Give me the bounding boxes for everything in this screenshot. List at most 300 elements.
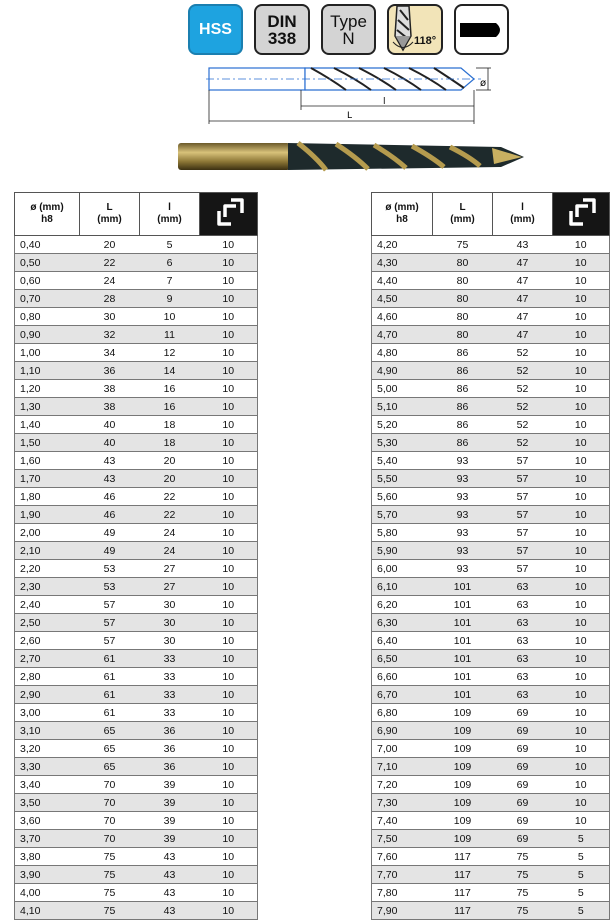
table-row: [372, 740, 610, 758]
length-cell: 80: [433, 308, 493, 326]
table-row: [372, 236, 610, 254]
drill-sizes-table-left: [14, 192, 258, 920]
flute-length-cell: 57: [493, 560, 553, 578]
table-row: [372, 488, 610, 506]
pack-quantity-cell: 5: [553, 830, 610, 848]
table-row: [372, 308, 610, 326]
length-cell: 75: [80, 902, 140, 920]
pack-quantity-cell: 10: [200, 668, 258, 686]
length-cell: 38: [80, 380, 140, 398]
table-row: [372, 704, 610, 722]
pack-quantity-cell: 10: [553, 452, 610, 470]
length-cell: 22: [80, 254, 140, 272]
pack-quantity-cell: 10: [200, 794, 258, 812]
flute-length-cell: 20: [140, 452, 200, 470]
pack-quantity-header: [200, 193, 258, 236]
length-cell: 43: [80, 452, 140, 470]
flute-length-cell: 52: [493, 344, 553, 362]
flute-length-label: l: [383, 97, 386, 107]
diameter-cell: 0,90: [15, 326, 80, 344]
drill-technical-drawing: [206, 60, 506, 128]
pack-quantity-cell: 10: [200, 596, 258, 614]
table-row: [372, 794, 610, 812]
diameter-cell: 1,60: [15, 452, 80, 470]
flute-length-cell: 47: [493, 290, 553, 308]
flute-length-cell: 69: [493, 740, 553, 758]
table-row: [15, 506, 258, 524]
table-row: [15, 812, 258, 830]
pack-quantity-cell: 10: [553, 506, 610, 524]
flute-length-cell: 24: [140, 524, 200, 542]
table-row: [372, 884, 610, 902]
flute-length-cell: 7: [140, 272, 200, 290]
diameter-cell: 4,90: [372, 362, 433, 380]
pack-quantity-cell: 10: [200, 272, 258, 290]
length-cell: 49: [80, 524, 140, 542]
pack-quantity-cell: 10: [553, 254, 610, 272]
pack-quantity-cell: 10: [200, 560, 258, 578]
hss-badge: [188, 4, 243, 55]
pack-quantity-cell: 10: [200, 884, 258, 902]
pack-quantity-icon: [566, 197, 596, 227]
table-row: [372, 470, 610, 488]
flute-length-cell: 75: [493, 902, 553, 920]
pack-quantity-cell: 10: [200, 362, 258, 380]
length-cell: 46: [80, 506, 140, 524]
length-cell: 61: [80, 668, 140, 686]
length-cell: 86: [433, 344, 493, 362]
diameter-cell: 6,10: [372, 578, 433, 596]
din-badge: [254, 4, 310, 55]
table-row: [372, 596, 610, 614]
pack-quantity-cell: 10: [553, 704, 610, 722]
flute-length-cell: 69: [493, 722, 553, 740]
type-badge: [321, 4, 376, 55]
drill-product-photo: [176, 133, 526, 183]
pack-quantity-cell: 5: [553, 884, 610, 902]
length-cell: 53: [80, 578, 140, 596]
length-cell: 101: [433, 650, 493, 668]
table-row: [372, 668, 610, 686]
diameter-cell: 6,40: [372, 632, 433, 650]
length-cell: 117: [433, 884, 493, 902]
length-cell: 109: [433, 704, 493, 722]
length-cell: 30: [80, 308, 140, 326]
flute-length-cell: 63: [493, 668, 553, 686]
diameter-cell: 0,80: [15, 308, 80, 326]
length-cell: 61: [80, 704, 140, 722]
table-row: [15, 776, 258, 794]
diameter-cell: 7,40: [372, 812, 433, 830]
diameter-cell: 2,50: [15, 614, 80, 632]
table-row: [15, 794, 258, 812]
table-row: [372, 542, 610, 560]
pack-quantity-cell: 10: [200, 614, 258, 632]
flute-length-cell: 52: [493, 434, 553, 452]
flute-length-cell: 43: [140, 884, 200, 902]
length-cell: 80: [433, 290, 493, 308]
type-label-top: Type: [330, 11, 367, 31]
table-row: [15, 632, 258, 650]
pack-quantity-cell: 10: [553, 362, 610, 380]
diameter-cell: 3,60: [15, 812, 80, 830]
diameter-cell: 5,10: [372, 398, 433, 416]
diameter-cell: 6,00: [372, 560, 433, 578]
diameter-cell: 6,50: [372, 650, 433, 668]
flute-length-cell: 11: [140, 326, 200, 344]
pack-quantity-cell: 10: [553, 686, 610, 704]
table-row: [15, 578, 258, 596]
flute-length-cell: 57: [493, 452, 553, 470]
length-cell: 36: [80, 362, 140, 380]
length-cell: 20: [80, 236, 140, 254]
length-cell: 86: [433, 434, 493, 452]
flute-length-cell: 39: [140, 812, 200, 830]
length-cell: 93: [433, 542, 493, 560]
table-row: [15, 848, 258, 866]
pack-quantity-cell: 10: [553, 722, 610, 740]
length-cell: 70: [80, 830, 140, 848]
table-row: [372, 848, 610, 866]
length-cell: 75: [80, 866, 140, 884]
pack-quantity-cell: 10: [200, 524, 258, 542]
flute-length-cell: 52: [493, 362, 553, 380]
pack-quantity-icon: [214, 197, 244, 227]
pack-quantity-cell: 10: [553, 272, 610, 290]
shank-badge: [454, 4, 509, 55]
flute-length-cell: 75: [493, 848, 553, 866]
table-row: [15, 452, 258, 470]
length-cell: 43: [80, 470, 140, 488]
table-row: [372, 434, 610, 452]
diameter-cell: 2,80: [15, 668, 80, 686]
diameter-cell: 7,20: [372, 776, 433, 794]
length-cell: 117: [433, 866, 493, 884]
table-row: [372, 578, 610, 596]
table-row: [15, 308, 258, 326]
table-row: [372, 416, 610, 434]
length-cell: 101: [433, 632, 493, 650]
length-cell: 57: [80, 632, 140, 650]
length-cell: 65: [80, 740, 140, 758]
diameter-cell: 1,80: [15, 488, 80, 506]
flute-length-cell: 43: [140, 902, 200, 920]
flute-length-cell: 27: [140, 560, 200, 578]
pack-quantity-cell: 10: [553, 776, 610, 794]
table-row: [372, 506, 610, 524]
length-cell: 86: [433, 362, 493, 380]
pack-quantity-cell: 10: [200, 722, 258, 740]
diameter-cell: 3,70: [15, 830, 80, 848]
pack-quantity-cell: 10: [200, 776, 258, 794]
flute-length-cell: 63: [493, 632, 553, 650]
table-row: [15, 722, 258, 740]
length-cell: 117: [433, 902, 493, 920]
diameter-cell: 3,80: [15, 848, 80, 866]
flute-length-cell: 69: [493, 830, 553, 848]
diameter-cell: 5,40: [372, 452, 433, 470]
diameter-cell: 4,50: [372, 290, 433, 308]
pack-quantity-cell: 10: [553, 740, 610, 758]
pack-quantity-cell: 10: [553, 614, 610, 632]
drill-point-icon: [389, 6, 441, 53]
diameter-cell: 4,40: [372, 272, 433, 290]
table-row: [372, 362, 610, 380]
flute-length-cell: 18: [140, 434, 200, 452]
flute-length-cell: 57: [493, 470, 553, 488]
table-row: [372, 344, 610, 362]
diameter-cell: 3,50: [15, 794, 80, 812]
length-cell: 109: [433, 758, 493, 776]
flute-length-cell: 30: [140, 614, 200, 632]
length-cell: 65: [80, 758, 140, 776]
flute-length-cell: 22: [140, 506, 200, 524]
diameter-header: ø (mm) h8: [15, 193, 80, 236]
diameter-cell: 3,20: [15, 740, 80, 758]
length-cell: 70: [80, 794, 140, 812]
table-row: [15, 704, 258, 722]
flute-length-cell: 43: [140, 848, 200, 866]
table-row: [372, 452, 610, 470]
pack-quantity-header: [553, 193, 610, 236]
flute-length-cell: 57: [493, 542, 553, 560]
table-row: [372, 560, 610, 578]
flute-length-cell: 75: [493, 884, 553, 902]
flute-length-cell: 18: [140, 416, 200, 434]
flute-length-cell: 52: [493, 398, 553, 416]
length-cell: 65: [80, 722, 140, 740]
pack-quantity-cell: 10: [200, 488, 258, 506]
length-cell: 46: [80, 488, 140, 506]
diameter-cell: 1,10: [15, 362, 80, 380]
pack-quantity-cell: 10: [553, 560, 610, 578]
diameter-cell: 2,30: [15, 578, 80, 596]
flute-length-cell: 36: [140, 722, 200, 740]
length-header: L (mm): [433, 193, 493, 236]
flute-length-cell: 47: [493, 254, 553, 272]
flute-length-cell: 27: [140, 578, 200, 596]
diameter-cell: 2,00: [15, 524, 80, 542]
length-cell: 93: [433, 452, 493, 470]
length-cell: 40: [80, 434, 140, 452]
flute-length-cell: 36: [140, 740, 200, 758]
length-cell: 101: [433, 668, 493, 686]
standard-label-top: DIN: [267, 11, 297, 31]
flute-length-cell: 43: [140, 866, 200, 884]
table-row: [372, 398, 610, 416]
diameter-cell: 3,00: [15, 704, 80, 722]
diameter-cell: 6,70: [372, 686, 433, 704]
pack-quantity-cell: 10: [200, 848, 258, 866]
flute-length-cell: 69: [493, 812, 553, 830]
flute-length-cell: 39: [140, 776, 200, 794]
flute-length-cell: 33: [140, 668, 200, 686]
diameter-cell: 5,20: [372, 416, 433, 434]
table-row: [15, 758, 258, 776]
diameter-cell: 5,80: [372, 524, 433, 542]
table-row: [372, 272, 610, 290]
pack-quantity-cell: 10: [553, 542, 610, 560]
length-cell: 101: [433, 686, 493, 704]
diameter-cell: 6,80: [372, 704, 433, 722]
diameter-cell: 0,60: [15, 272, 80, 290]
length-cell: 40: [80, 416, 140, 434]
table-row: [15, 398, 258, 416]
diameter-cell: 1,70: [15, 470, 80, 488]
diameter-cell: 2,20: [15, 560, 80, 578]
flute-length-cell: 75: [493, 866, 553, 884]
flute-length-cell: 52: [493, 380, 553, 398]
table-row: [372, 524, 610, 542]
drill-sizes-table-right: [371, 192, 610, 920]
table-row: [15, 686, 258, 704]
pack-quantity-cell: 10: [200, 578, 258, 596]
diameter-cell: 7,10: [372, 758, 433, 776]
table-row: [15, 326, 258, 344]
flute-length-cell: 69: [493, 758, 553, 776]
table-row: [15, 236, 258, 254]
pack-quantity-cell: 10: [200, 434, 258, 452]
flute-length-cell: 36: [140, 758, 200, 776]
flute-length-cell: 63: [493, 596, 553, 614]
pack-quantity-cell: 10: [200, 740, 258, 758]
cylindrical-shank-icon: [458, 15, 506, 45]
diameter-symbol: ø: [480, 78, 487, 89]
pack-quantity-cell: 10: [200, 650, 258, 668]
pack-quantity-cell: 10: [200, 398, 258, 416]
table-row: [372, 722, 610, 740]
length-cell: 49: [80, 542, 140, 560]
flute-length-cell: 52: [493, 416, 553, 434]
length-cell: 24: [80, 272, 140, 290]
diameter-cell: 1,90: [15, 506, 80, 524]
pack-quantity-cell: 10: [200, 686, 258, 704]
diameter-cell: 3,90: [15, 866, 80, 884]
flute-length-header: l (mm): [140, 193, 200, 236]
table-row: [15, 596, 258, 614]
diameter-cell: 6,20: [372, 596, 433, 614]
diameter-cell: 7,00: [372, 740, 433, 758]
diameter-cell: 0,40: [15, 236, 80, 254]
diameter-cell: 4,30: [372, 254, 433, 272]
diameter-cell: 6,60: [372, 668, 433, 686]
flute-length-cell: 20: [140, 470, 200, 488]
table-row: [372, 776, 610, 794]
length-cell: 109: [433, 722, 493, 740]
flute-length-cell: 30: [140, 596, 200, 614]
pack-quantity-cell: 10: [553, 758, 610, 776]
length-cell: 86: [433, 416, 493, 434]
flute-length-cell: 24: [140, 542, 200, 560]
table-row: [15, 650, 258, 668]
diameter-cell: 0,50: [15, 254, 80, 272]
table-row: [372, 866, 610, 884]
table-header-row: [15, 193, 258, 236]
length-cell: 61: [80, 650, 140, 668]
diameter-cell: 5,00: [372, 380, 433, 398]
pack-quantity-cell: 5: [553, 848, 610, 866]
flute-length-cell: 16: [140, 380, 200, 398]
pack-quantity-cell: 10: [553, 326, 610, 344]
length-cell: 70: [80, 812, 140, 830]
length-cell: 38: [80, 398, 140, 416]
standard-label-bottom: 338: [267, 28, 297, 48]
flute-length-cell: 47: [493, 308, 553, 326]
length-cell: 32: [80, 326, 140, 344]
length-cell: 75: [80, 848, 140, 866]
flute-length-cell: 30: [140, 632, 200, 650]
pack-quantity-cell: 10: [553, 398, 610, 416]
table-row: [15, 290, 258, 308]
length-cell: 75: [80, 884, 140, 902]
pack-quantity-cell: 10: [553, 668, 610, 686]
table-row: [372, 614, 610, 632]
diameter-cell: 7,90: [372, 902, 433, 920]
diameter-cell: 4,10: [15, 902, 80, 920]
length-cell: 101: [433, 578, 493, 596]
length-cell: 75: [433, 236, 493, 254]
diameter-cell: 1,40: [15, 416, 80, 434]
table-row: [15, 866, 258, 884]
length-cell: 117: [433, 848, 493, 866]
diameter-cell: 5,90: [372, 542, 433, 560]
length-cell: 70: [80, 776, 140, 794]
table-row: [15, 830, 258, 848]
flute-length-cell: 47: [493, 326, 553, 344]
diameter-cell: 5,30: [372, 434, 433, 452]
length-cell: 93: [433, 506, 493, 524]
diameter-cell: 2,40: [15, 596, 80, 614]
table-row: [15, 434, 258, 452]
flute-length-cell: 69: [493, 776, 553, 794]
length-cell: 93: [433, 560, 493, 578]
table-row: [15, 344, 258, 362]
length-cell: 93: [433, 470, 493, 488]
table-header-row: [372, 193, 610, 236]
length-cell: 93: [433, 524, 493, 542]
diameter-cell: 3,30: [15, 758, 80, 776]
diameter-cell: 4,70: [372, 326, 433, 344]
flute-length-cell: 33: [140, 650, 200, 668]
pack-quantity-cell: 10: [553, 488, 610, 506]
table-row: [15, 524, 258, 542]
flute-length-cell: 57: [493, 506, 553, 524]
diameter-cell: 4,20: [372, 236, 433, 254]
flute-length-cell: 14: [140, 362, 200, 380]
diameter-cell: 7,70: [372, 866, 433, 884]
table-row: [15, 884, 258, 902]
pack-quantity-cell: 10: [200, 470, 258, 488]
table-row: [15, 470, 258, 488]
pack-quantity-cell: 10: [200, 812, 258, 830]
diameter-cell: 2,60: [15, 632, 80, 650]
table-row: [372, 650, 610, 668]
flute-length-cell: 39: [140, 830, 200, 848]
diameter-cell: 4,00: [15, 884, 80, 902]
diameter-cell: 4,80: [372, 344, 433, 362]
diameter-cell: 3,10: [15, 722, 80, 740]
table-row: [15, 614, 258, 632]
pack-quantity-cell: 5: [553, 902, 610, 920]
length-cell: 86: [433, 398, 493, 416]
flute-length-cell: 43: [493, 236, 553, 254]
length-header: L (mm): [80, 193, 140, 236]
table-row: [15, 488, 258, 506]
point-angle-label: 118°: [414, 35, 437, 47]
length-cell: 57: [80, 596, 140, 614]
diameter-cell: 7,50: [372, 830, 433, 848]
total-length-label: L: [347, 111, 353, 121]
